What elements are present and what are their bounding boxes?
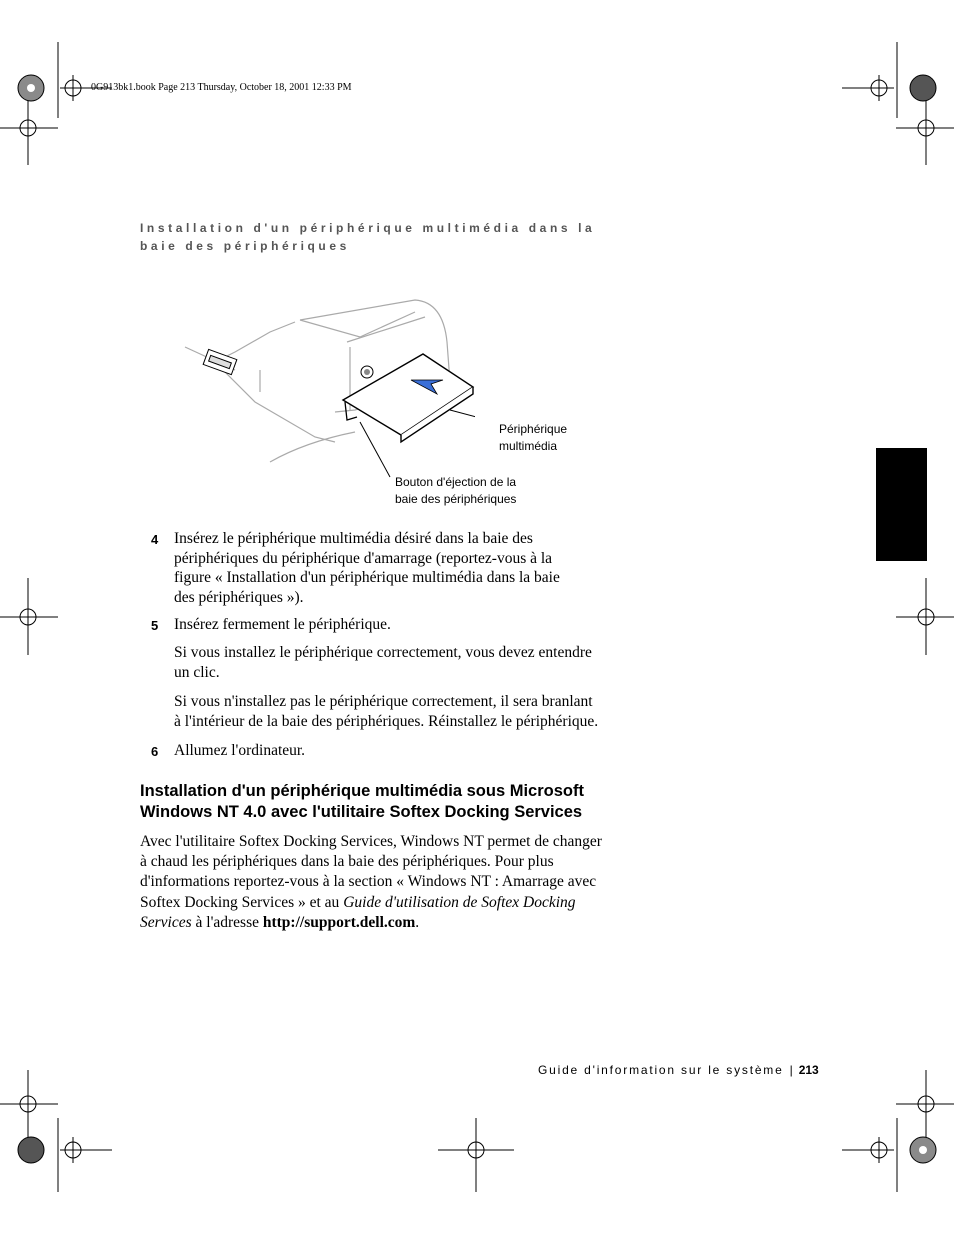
page-number: 213 (798, 1063, 819, 1077)
paragraph-line (140, 913, 630, 933)
paragraph-line: à chaud les périphériques dans la baie des périphériques. Pour plus (140, 853, 554, 871)
step-4-text (174, 529, 634, 607)
step-5-paragraph-2 (174, 692, 634, 731)
text-span: à l'adresse (191, 913, 263, 931)
paragraph-line: Si vous n'installez pas le périphérique correctement, il sera branlant (174, 693, 593, 710)
step-5-text: Insérez fermement le périphérique. (174, 616, 391, 633)
callout-eject-line1: Bouton d'éjection de la (395, 475, 517, 489)
step-number-4: 4 (151, 532, 159, 547)
heading-line: Windows NT 4.0 avec l'utilitaire Softex Docking Services (140, 803, 583, 821)
support-url-link[interactable]: http://support.dell.com (262, 913, 416, 931)
callout-device-line2: multimédia (499, 439, 558, 453)
page-footer (538, 1063, 819, 1077)
paragraph-line: Si vous installez le périphérique correctement, vous devez entendre (174, 644, 592, 661)
heading-line: Installation d'un périphérique multimédia sous Microsoft (140, 782, 584, 800)
callout-eject-button (395, 474, 516, 508)
footer-separator: | (789, 1063, 793, 1077)
callout-eject-line2: baie des périphériques (395, 492, 517, 506)
chapter-side-tab (876, 448, 927, 561)
paragraph-line: d'informations reportez-vous à la section « Windows NT : Amarrage avec (140, 873, 597, 891)
paragraph-line: un clic. (174, 663, 220, 681)
section-paragraph (140, 832, 630, 933)
text-span: . (415, 913, 420, 931)
text-span: Softex Docking Services » et au (140, 893, 344, 911)
guide-title-italic-end: Services (140, 913, 192, 931)
step-4-line: figure « Installation d'un périphérique multimédia dans la baie (174, 569, 560, 586)
docking-device-illustration (175, 292, 475, 482)
running-header: 0G913bk1.book Page 213 Thursday, October 18, 2001 12:33 PM (91, 82, 352, 93)
figure-caption: Installation d'un périphérique multimédia dans la baie des périphériques (140, 221, 596, 253)
section-heading (140, 781, 610, 823)
guide-title-italic: Guide d'utilisation de Softex Docking (343, 893, 576, 911)
callout-device-line1: Périphérique (499, 422, 568, 436)
step-number-5: 5 (151, 618, 159, 633)
step-number-6: 6 (151, 744, 159, 759)
step-4-line: des périphériques »). (174, 588, 304, 606)
step-4-line: Insérez le périphérique multimédia désiré dans la baie des (174, 530, 533, 547)
callout-multimedia-device (499, 421, 567, 455)
footer-guide-title: Guide d'information sur le système (538, 1063, 784, 1077)
step-6-text: Allumez l'ordinateur. (174, 742, 306, 759)
paragraph-line (140, 893, 630, 913)
paragraph-line: Avec l'utilitaire Softex Docking Services, Windows NT permet de changer (140, 833, 602, 850)
paragraph-line: à l'intérieur de la baie des périphériques. Réinstallez le périphérique. (174, 712, 599, 730)
step-5-paragraph-1 (174, 643, 634, 682)
step-4-line: périphériques du périphérique d'amarrage (reportez-vous à la (174, 549, 553, 567)
